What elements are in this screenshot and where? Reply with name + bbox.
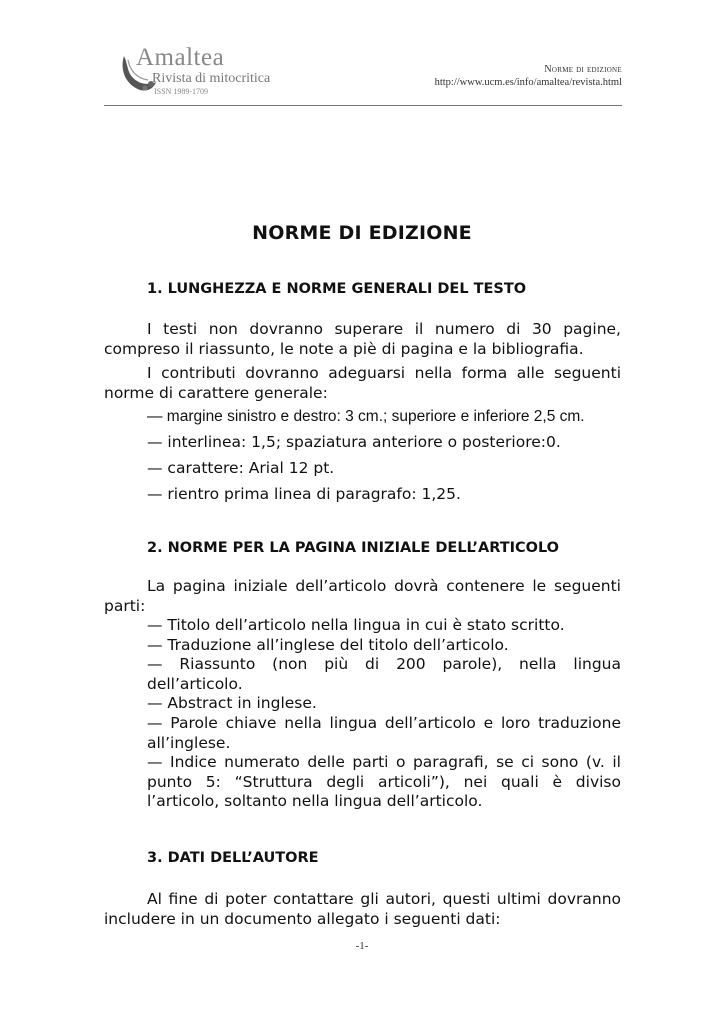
section-3-heading: 3. DATI DELL’AUTORE [147, 850, 319, 866]
section-3-paragraph-1: Al fine di poter contattare gli autori, questi ultimi dovranno includere in un documento allegato i seguenti dati: [104, 890, 621, 928]
page-number: -1- [355, 940, 369, 952]
logo-subtitle: Rivista di mitocritica [152, 71, 271, 86]
header-info [435, 64, 622, 88]
header-section-name: Norme di edizione [544, 64, 622, 75]
section-1-paragraph-1: I testi non dovranno superare il numero di 30 pagine, compreso il riassunto, le note a piè di pagina e la bibliografia. [104, 320, 621, 358]
journal-logo [118, 44, 298, 98]
logo-issn: ISSN 1989-1709 [154, 87, 209, 96]
list-item: — Parole chiave nella lingua dell’articolo e loro traduzione all’inglese. [147, 714, 621, 752]
section-2-paragraph-1: La pagina iniziale dell’articolo dovrà contenere le seguenti parti: [104, 577, 621, 615]
list-item: — rientro prima linea di paragrafo: 1,25. [147, 485, 461, 503]
list-item: — Titolo dell’articolo nella lingua in cui è stato scritto. [147, 616, 565, 634]
list-item: — Riassunto (non più di 200 parole), nella lingua dell’articolo. [147, 655, 621, 693]
section-2-heading: 2. NORME PER LA PAGINA INIZIALE DELL’ARTICOLO [147, 540, 560, 556]
header-divider [104, 105, 622, 106]
page-header [104, 40, 622, 106]
list-item: — Traduzione all’inglese del titolo dell’articolo. [147, 636, 509, 654]
logo-title: Amaltea [136, 44, 225, 71]
page-title: NORME DI EDIZIONE [252, 222, 472, 244]
list-item: — margine sinistro e destro: 3 cm.; superiore e inferiore 2,5 cm. [147, 408, 585, 425]
list-item: — interlinea: 1,5; spaziatura anteriore o posteriore:0. [147, 433, 561, 451]
section-1-paragraph-2: I contributi dovranno adeguarsi nella forma alle seguenti norme di carattere generale: [104, 364, 621, 402]
section-1-heading: 1. LUNGHEZZA E NORME GENERALI DEL TESTO [147, 281, 527, 297]
list-item: — Indice numerato delle parti o paragrafi, se ci sono (v. il punto 5: “Struttura degli articoli”), nei quali è diviso l’articolo, soltanto nella lingua dell’articolo. [147, 753, 621, 810]
list-item: — Abstract in inglese. [147, 694, 317, 712]
list-item: — carattere: Arial 12 pt. [147, 459, 335, 477]
header-url[interactable]: http://www.ucm.es/info/amaltea/revista.html [434, 77, 622, 88]
